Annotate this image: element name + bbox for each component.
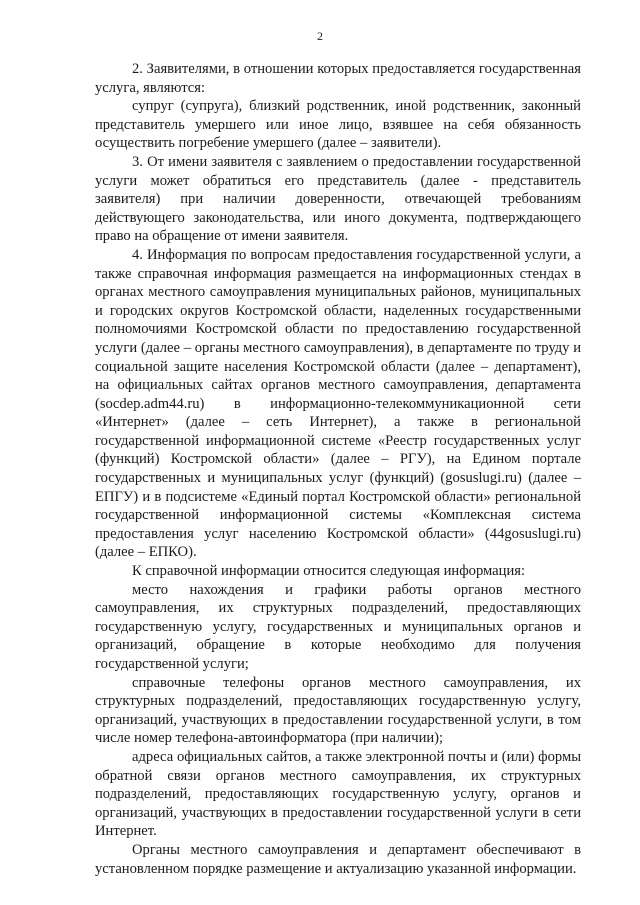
paragraph-websites-email: адреса официальных сайтов, а также электронной почты и (или) формы обратной связи органов местного самоуправления, их структурных подразделений, предоставляющих государственную услугу, органов и организаций, участвующих в предоставлении государственной услуги в сети Интернет.: [95, 748, 581, 840]
paragraph-phones: справочные телефоны органов местного самоуправления, их структурных подразделений, предоставляющих государственную услугу, организаций, участвующих в предоставлении государственной услуги, в том числе номер телефона-автоинформатора (при наличии);: [95, 674, 581, 747]
paragraph-applicants: 2. Заявителями, в отношении которых предоставляется государственная услуга, являются:: [95, 61, 581, 96]
paragraph-locations-schedules: место нахождения и графики работы органов местного самоуправления, их структурных подразделений, предоставляющих государственную услугу, государственных и муниципальных органов и организаций, обращение в которые необходимо для получения государственной услуги;: [95, 581, 581, 672]
page-number: 2: [317, 29, 323, 43]
paragraph-reference-info-intro: К справочной информации относится следующая информация:: [132, 563, 526, 580]
paragraph-information-placement: 4. Информация по вопросам предоставления государственной услуги, а также справочная информация размещается на информационных стендах в органах местного самоуправления муниципальных районов, муниципальных и городских округов Костромской области, наделенных государственными полномочиями Костромской области по предоставлению государственной услуги (далее – органы местного самоуправления), в департаменте по труду и социальной защите населения Костромской области (далее – департамент), на официальных сайтах органов местного самоуправления, департамента (socdep.adm44.ru) в информационно-телекоммуникационной сети «Интернет» (далее – сеть Интернет), а также в региональной государственной информационной системе «Реестр государственных услуг (функций) Костромской области» (далее – РГУ), на Едином портале государственных и муниципальных услуг (функций) (gosuslugi.ru) (далее – ЕПГУ) и в подсистеме «Единый портал Костромской области» региональной государственной информационной системы «Комплексная система предоставления услуг населению Костромской области» (44gosuslugi.ru) (далее – ЕПКО).: [95, 246, 581, 561]
paragraph-update-duty: Органы местного самоуправления и департамент обеспечивают в установленном порядке размещение и актуализацию указанной информации.: [95, 841, 581, 877]
document-body: [95, 60, 581, 878]
paragraph-representative: 3. От имени заявителя с заявлением о предоставлении государственной услуги может обратиться его представитель (далее - представитель заявителя) при наличии доверенности, отвечающей требованиям действующего законодательства, или иного документа, подтверждающего право на обращение от имени заявителя.: [95, 153, 581, 245]
paragraph-applicant-list: супруг (супруга), близкий родственник, иной родственник, законный представитель умершего или иное лицо, взявшее на себя обязанность осуществить погребение умершего (далее – заявители).: [95, 98, 581, 152]
